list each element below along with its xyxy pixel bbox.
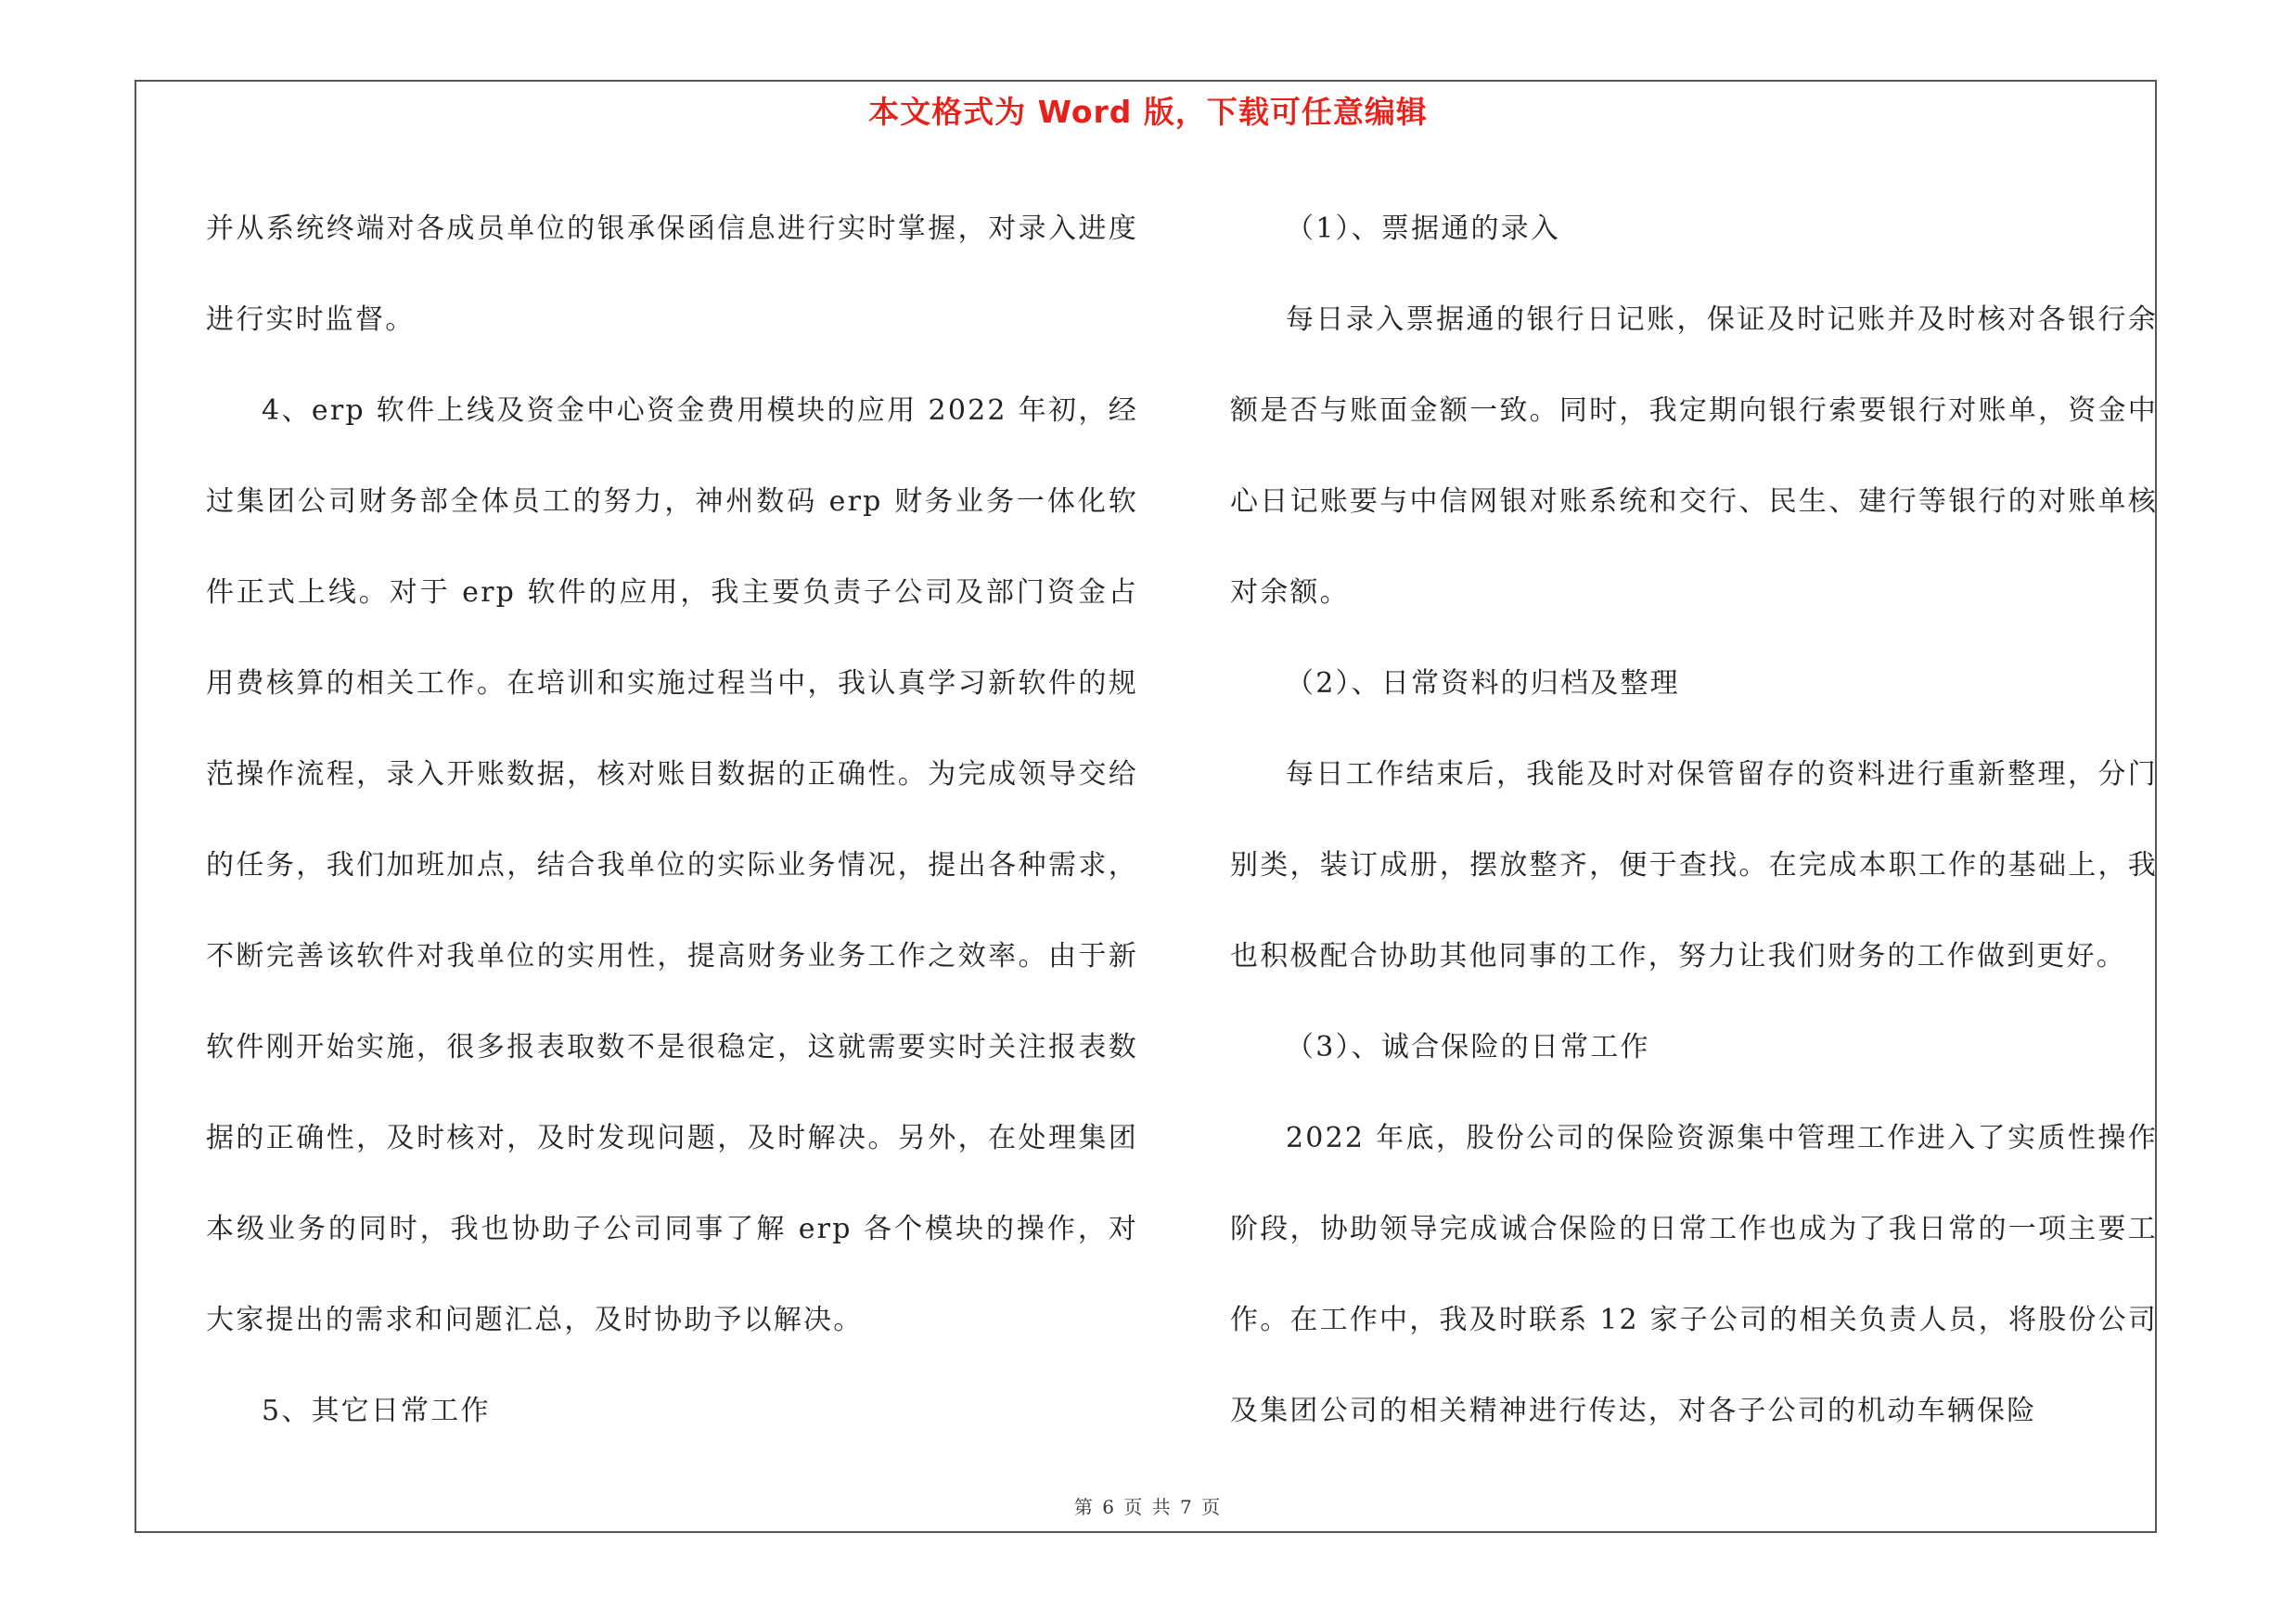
right-paragraph-2: 每日工作结束后，我能及时对保管留存的资料进行重新整理，分门别类，装订成册，摆放整齐，便于查找。在完成本职工作的基础上，我也积极配合协助其他同事的工作，努力让我们财务的工作做到更好。 (1230, 758, 2158, 973)
left-paragraph-3: 5、其它日常工作 (262, 1395, 491, 1427)
section-heading-3: （3）、诚合保险的日常工作 (1286, 1031, 1650, 1063)
right-paragraph-3: 2022 年底，股份公司的保险资源集中管理工作进入了实质性操作阶段，协助领导完成诚合保险的日常工作也成为了我日常的一项主要工作。在工作中，我及时联系 12 家子公司的相关负责人员，将股份公司及集团公司的相关精神进行传达，对各子公司的机动车辆保险 (1230, 1122, 2158, 1427)
page-number-footer: 第 6 页 共 7 页 (1073, 1496, 1223, 1518)
left-column (206, 184, 1138, 1457)
section-heading-2: （2）、日常资料的归档及整理 (1286, 667, 1680, 700)
left-paragraph-1: 并从系统终端对各成员单位的银承保函信息进行实时掌握，对录入进度进行实时监督。 (206, 213, 1138, 336)
section-heading-1: （1）、票据通的录入 (1286, 213, 1561, 245)
left-paragraph-2: 4、erp 软件上线及资金中心资金费用模块的应用 2022 年初，经过集团公司财务部全体员工的努力，神州数码 erp 财务业务一体化软件正式上线。对于 erp 软件的应用，我主要负责子公司及部门资金占用费核算的相关工作。在培训和实施过程当中，我认真学习新软件的规范操作流程，录入开账数据，核对账目数据的正确性。为完成领导交给的任务，我们加班加点，结合我单位的实际业务情况，提出各种需求，不断完善该软件对我单位的实用性，提高财务业务工作之效率。由于新软件刚开始实施，很多报表取数不是很稳定，这就需要实时关注报表数据的正确性，及时核对，及时发现问题，及时解决。另外，在处理集团本级业务的同时，我也协助子公司同事了解 erp 各个模块的操作，对大家提出的需求和问题汇总，及时协助予以解决。 (206, 394, 1138, 1336)
word-format-banner: 本文格式为 Word 版，下载可任意编辑 (868, 94, 1428, 130)
right-column (1230, 184, 2158, 1457)
right-paragraph-1: 每日录入票据通的银行日记账，保证及时记账并及时核对各银行余额是否与账面金额一致。同时，我定期向银行索要银行对账单，资金中心日记账要与中信网银对账系统和交行、民生、建行等银行的对账单核对余额。 (1230, 303, 2158, 609)
